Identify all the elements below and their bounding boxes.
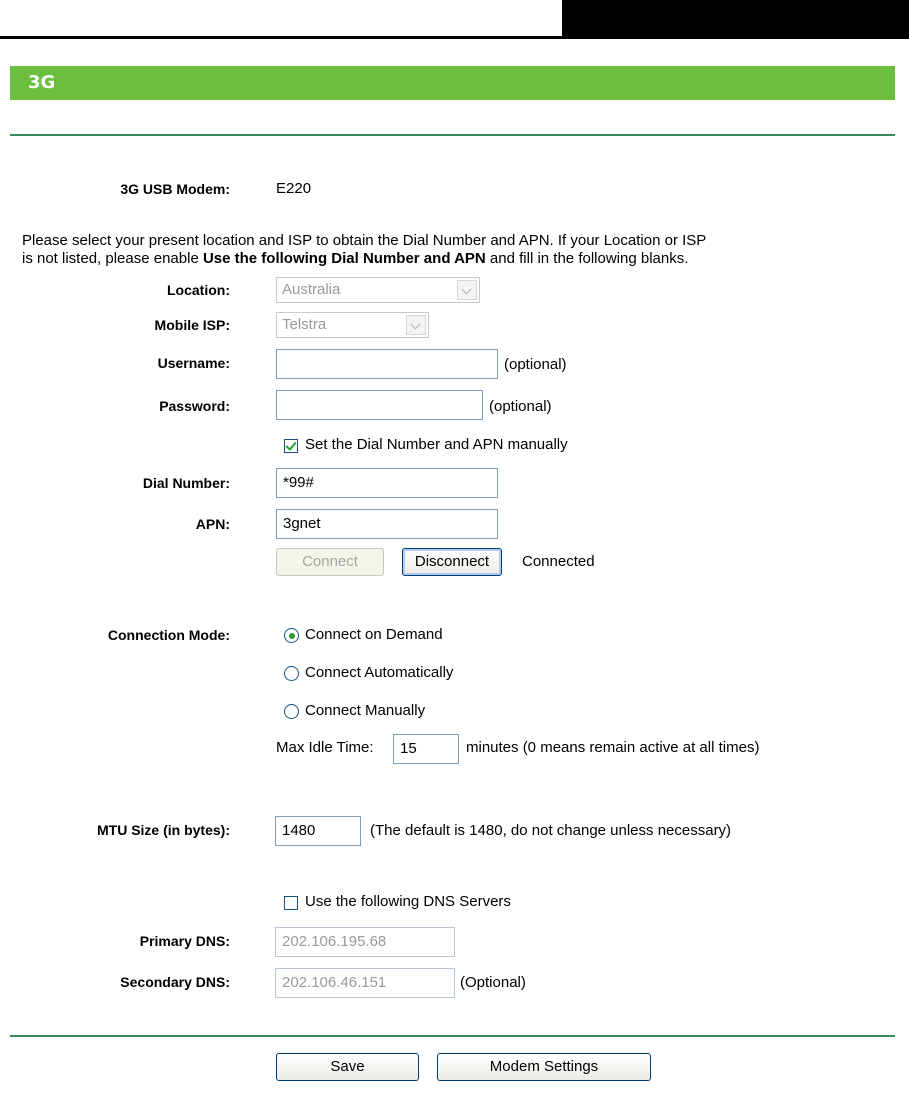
isp-label: Mobile ISP: [154, 317, 230, 333]
intro-line2-bold: Use the following Dial Number and APN [202, 250, 486, 267]
apn-input[interactable]: 3gnet [276, 509, 498, 539]
mtu-input[interactable]: 1480 [275, 816, 361, 846]
dns-checkbox[interactable] [284, 896, 298, 910]
radio-label-manually: Connect Manually [305, 702, 426, 719]
password-note: (optional) [489, 398, 552, 415]
connection-status: Connected [522, 553, 595, 570]
disconnect-button[interactable]: Disconnect [402, 548, 502, 576]
apn-label: APN: [195, 516, 230, 532]
page-title: 3G [28, 72, 56, 93]
secondary-dns-input[interactable]: 202.106.46.151 [275, 968, 455, 998]
radio-label-automatically: Connect Automatically [305, 664, 454, 681]
mtu-note: (The default is 1480, do not change unless necessary) [370, 822, 732, 839]
top-rule [0, 36, 562, 39]
location-select[interactable] [276, 277, 480, 303]
dial-number-label: Dial Number: [142, 475, 230, 491]
dial-number-input[interactable]: *99# [276, 468, 498, 498]
intro-line2 [22, 250, 902, 268]
secondary-dns-label: Secondary DNS: [120, 974, 230, 990]
divider-bottom [10, 1035, 895, 1037]
intro-line1: Please select your present location and ISP to obtain the Dial Number and APN. If your Location or ISP [22, 232, 707, 249]
radio-connect-manually[interactable] [284, 704, 299, 719]
manual-label: Set the Dial Number and APN manually [305, 436, 568, 453]
radio-connect-automatically[interactable] [284, 666, 299, 681]
username-input[interactable] [276, 349, 498, 379]
save-button[interactable]: Save [276, 1053, 419, 1081]
location-label: Location: [167, 282, 230, 298]
idle-time-label: Max Idle Time: [276, 739, 374, 756]
radio-label-on-demand: Connect on Demand [305, 626, 443, 643]
manual-checkbox[interactable] [284, 439, 298, 453]
chevron-down-icon [457, 280, 477, 300]
dns-checkbox-label: Use the following DNS Servers [305, 893, 511, 910]
password-label: Password: [159, 398, 230, 414]
mtu-label: MTU Size (in bytes): [96, 822, 230, 838]
location-value: Australia [282, 281, 341, 298]
modem-label: 3G USB Modem: [120, 181, 230, 197]
modem-settings-button[interactable]: Modem Settings [437, 1053, 651, 1081]
connection-mode-label: Connection Mode: [107, 627, 230, 643]
isp-select[interactable] [276, 312, 429, 338]
divider-top [10, 134, 895, 136]
section-header [10, 66, 895, 100]
chevron-down-icon [406, 315, 426, 335]
intro-text [22, 232, 902, 268]
intro-line2-prefix: is not listed, please enable [22, 250, 203, 267]
password-input[interactable] [276, 390, 483, 420]
primary-dns-input[interactable]: 202.106.195.68 [275, 927, 455, 957]
connect-button[interactable]: Connect [276, 548, 384, 576]
secondary-dns-note: (Optional) [460, 974, 526, 991]
radio-connect-on-demand[interactable] [284, 628, 299, 643]
primary-dns-label: Primary DNS: [139, 933, 230, 949]
isp-value: Telstra [282, 316, 327, 333]
idle-time-input[interactable]: 15 [393, 734, 459, 764]
modem-value: E220 [276, 180, 312, 197]
top-black-bar [562, 0, 909, 39]
username-label: Username: [157, 355, 230, 371]
intro-line2-suffix: and fill in the following blanks. [485, 250, 689, 267]
username-note: (optional) [504, 356, 567, 373]
idle-time-note: minutes (0 means remain active at all times) [466, 739, 760, 756]
